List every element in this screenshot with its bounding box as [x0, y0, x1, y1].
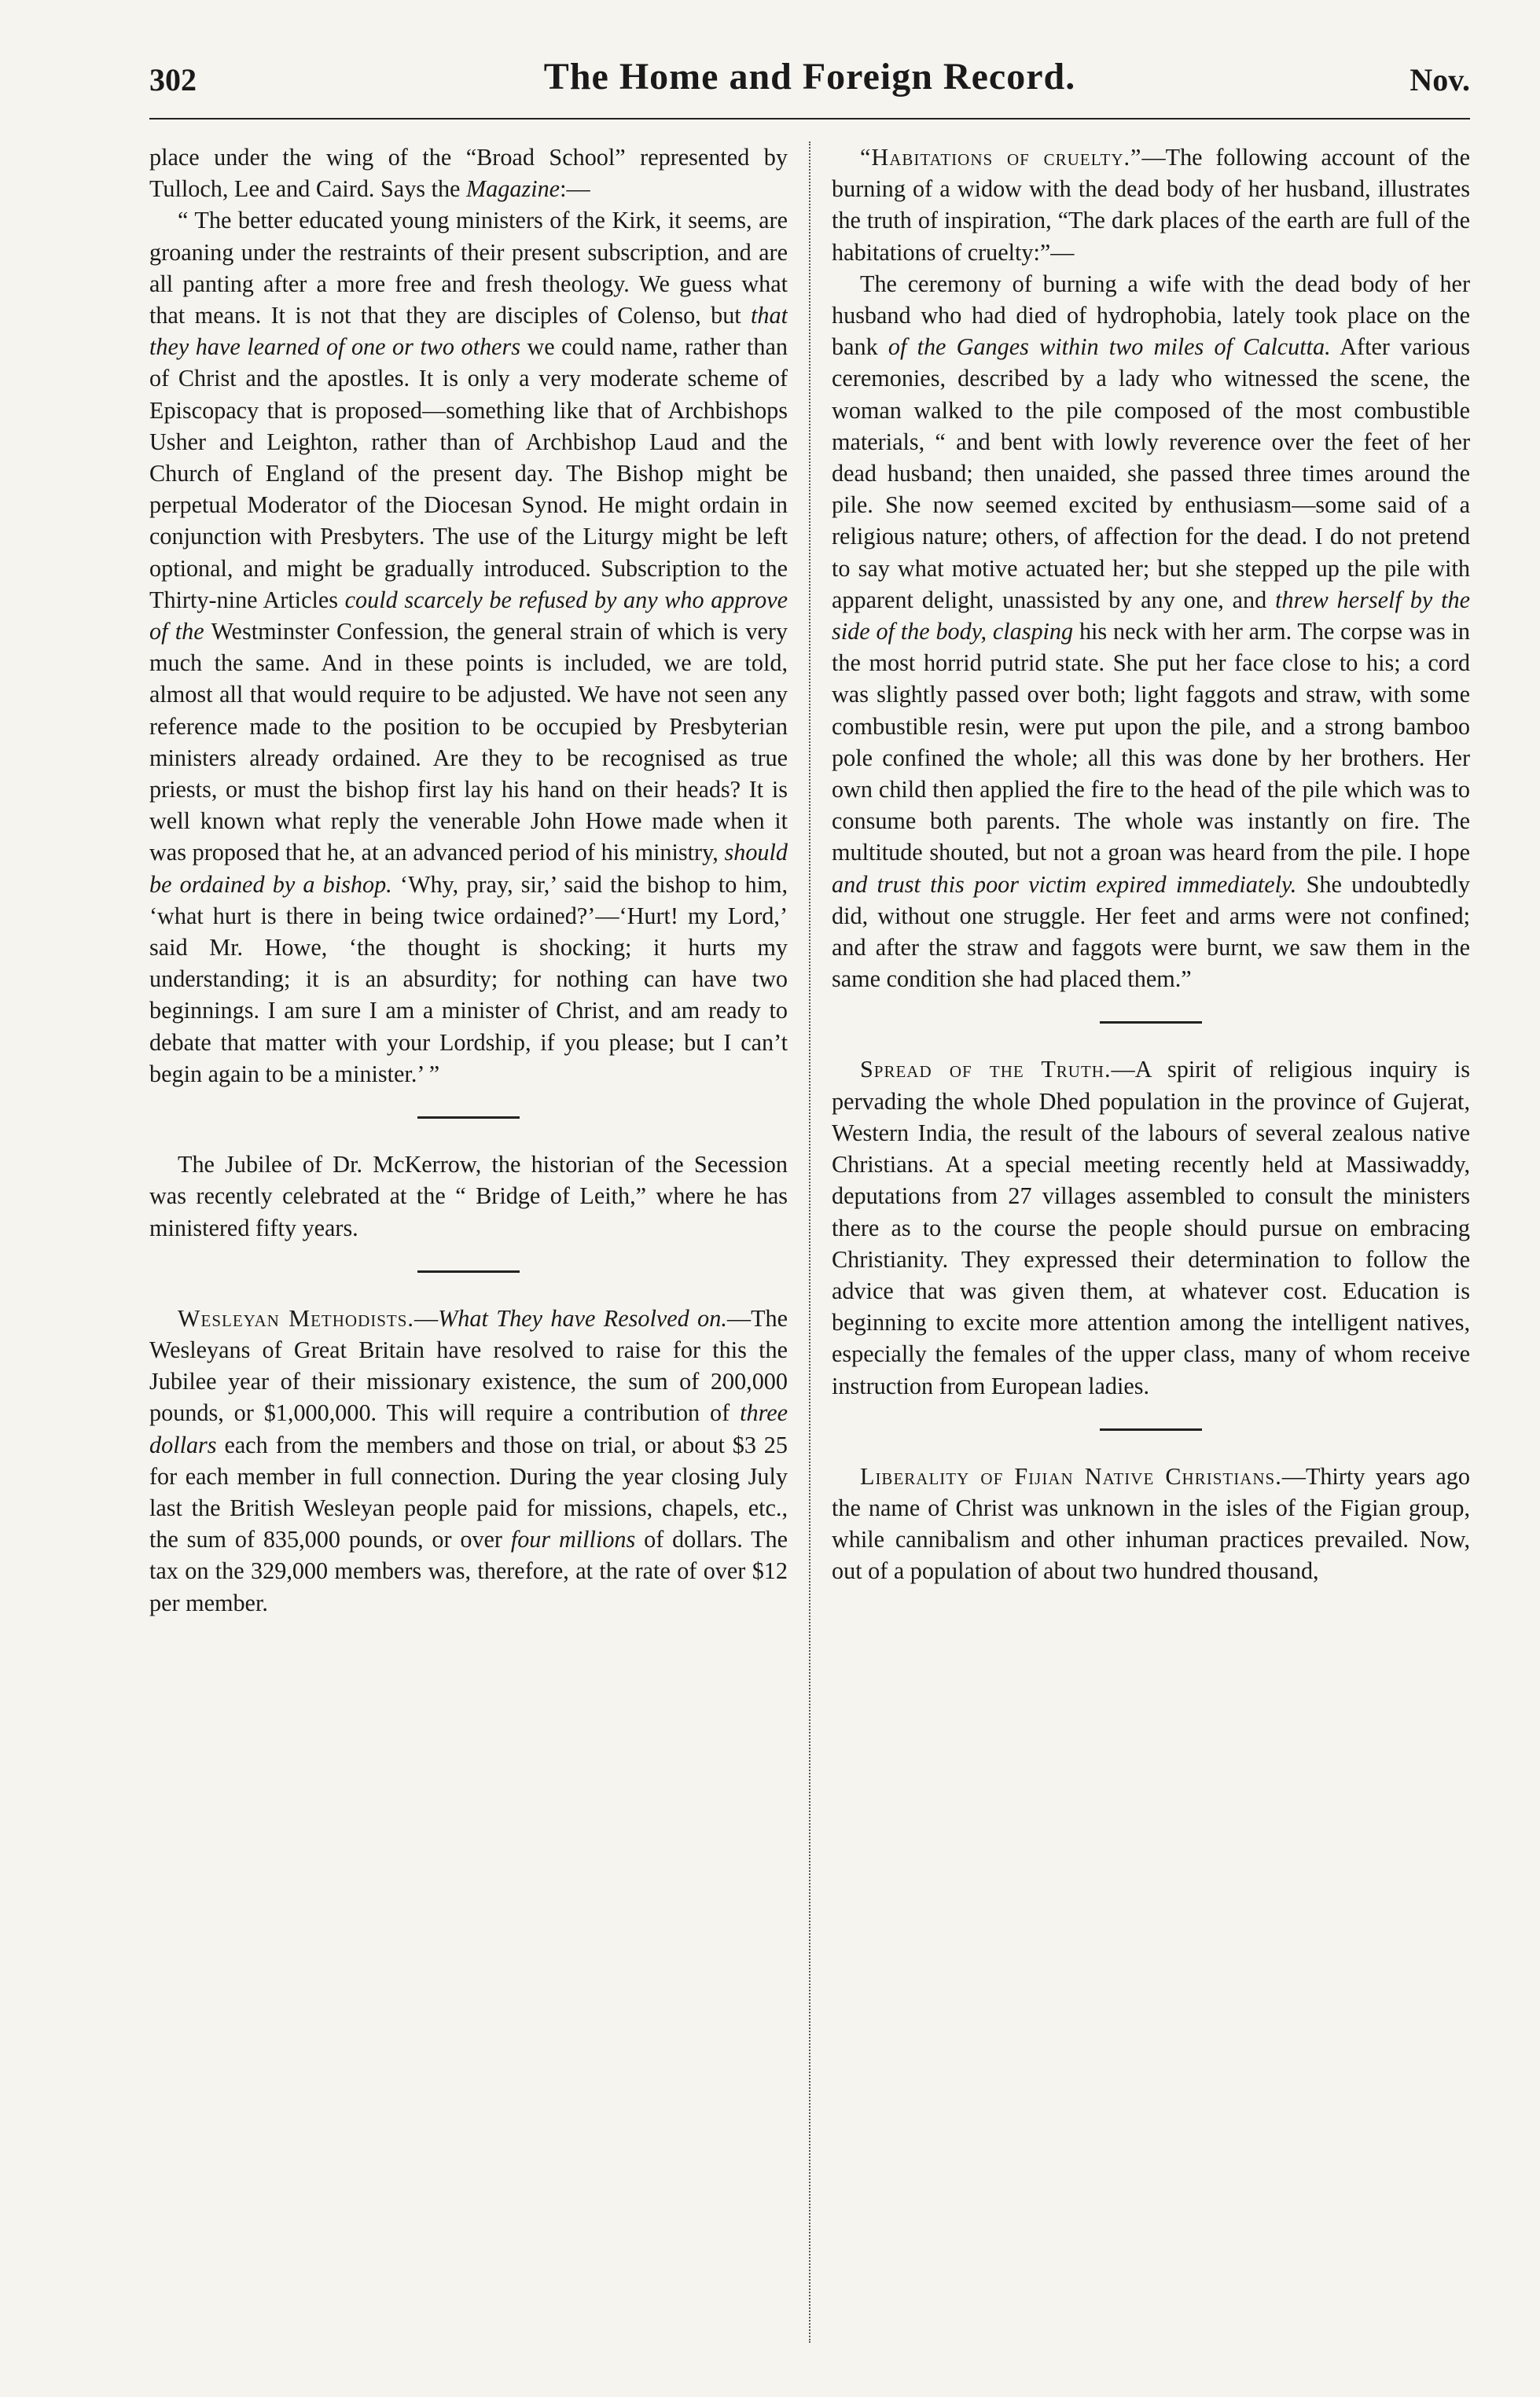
- section-heading-fijian: Liberality of Fijian Native Christians.: [860, 1462, 1282, 1490]
- article-columns: [149, 142, 1470, 2351]
- paragraph-spread-of-truth: Spread of the Truth.—A spirit of religious inquiry is pervading the whole Dhed population in the province of Gujerat, Western India, the result of the labours of several zealous native Christians. At a special meeting recently held at Massiwaddy, deputations from 27 villages assembled to consult the ministers there as to the course the people should pursue on embracing Christianity. They expressed their determination to follow the advice that was given them, at whatever cost. Education is beginning to excite more attention among the intelligent natives, especially the females of the upper class, many of whom receive instruction from European ladies.: [832, 1056, 1470, 1399]
- paragraph-fijian: Liberality of Fijian Native Christians.—Thirty years ago the name of Christ was unknown in the isles of the Figian group, while cannibalism and other inhuman practices prevailed. Now, out of a population of about two hundred thousand,: [832, 1462, 1470, 1585]
- page-number: 302: [149, 62, 197, 97]
- issue-month: Nov.: [1410, 62, 1470, 97]
- paragraph-wesleyan: Wesleyan Methodists.—What They have Resolved on.—The Wesleyans of Great Britain have resolved to raise for this the Jubilee year of their missionary existence, the sum of 200,000 pounds, or $1,000,000. This will require a contribution of three dollars each from the members and those on trial, or about $3 25 for each member in full connection. During the year closing July last the British Wesleyan people paid for missions, chapels, etc., the sum of 835,000 pounds, or over four millions of dollars. The tax on the 329,000 members was, therefore, at the rate of over $12 per member.: [149, 1304, 788, 1616]
- paragraph-jubilee: The Jubilee of Dr. McKerrow, the historian of the Secession was recently celebrated at the “ Bridge of Leith,” where he has ministered fifty years.: [149, 1151, 788, 1241]
- section-divider: [1100, 1021, 1202, 1024]
- journal-title: The Home and Foreign Record.: [543, 56, 1076, 97]
- section-divider: [1100, 1428, 1202, 1431]
- paragraph-cruelty-intro: “Habitations of cruelty.”—The following account of the burning of a widow with the dead body of her husband, illustrates the truth of inspiration, “The dark places of the earth are full of the habitations of cruelty:”—: [832, 144, 1470, 266]
- left-column: [149, 142, 788, 2351]
- section-heading-cruelty: “Habitations of cruelty.”: [860, 144, 1142, 171]
- right-column: [832, 142, 1470, 2351]
- paragraph-cruelty-account: The ceremony of burning a wife with the dead body of her husband who had died of hydrophobia, lately took place on the bank of the Ganges within two miles of Calcutta. After various ceremonies, described by a lady who witnessed the scene, the woman walked to the pile composed of the most combustible materials, “ and bent with lowly reverence over the feet of her dead husband; then unaided, she passed three times around the pile. She now seemed excited by enthusiasm—some said of a religious nature; others, of affection for the dead. I do not pretend to say what motive actuated her; but she stepped up the pile with apparent delight, unassisted by any one, and threw herself by the side of the body, clasping his neck with her arm. The corpse was in the most horrid putrid state. She put her face close to his; a cord was slightly passed over both; light faggots and straw, with some combustible resin, were put upon the pile, and a strong bamboo pole confined the whole; all this was done by her brothers. Her own child then applied the fire to the head of the pile which was to consume both parents. The whole was instantly on fire. The multitude shouted, but not a groan was heard from the pile. I hope and trust this poor victim expired immediately. She undoubtedly did, without one struggle. Her feet and arms were not confined; and after the straw and faggots were burnt, we saw them in the same condition she had placed them.”: [832, 270, 1470, 993]
- running-head: [149, 55, 1470, 119]
- section-heading-spread: Spread of the Truth.: [860, 1056, 1112, 1083]
- section-heading-wesleyan: Wesleyan Methodists.: [178, 1304, 414, 1332]
- column-divider: [809, 142, 810, 2343]
- paragraph-magazine-quote: “ The better educated young ministers of the Kirk, it seems, are groaning under the restraints of their present subscription, and are all panting after a more free and fresh theology. We guess what that means. It is not that they are disciples of Colenso, but that they have learned of one or two others we could name, rather than of Christ and the apostles. It is only a very moderate scheme of Episcopacy that is proposed—something like that of Archbishops Usher and Leighton, rather than of Archbishop Laud and the Church of England of the present day. The Bishop might be perpetual Moderator of the Diocesan Synod. He might ordain in conjunction with Presbyters. The use of the Liturgy might be left optional, and might be gradually introduced. Subscription to the Thirty-nine Articles could scarcely be refused by any who approve of the Westminster Confession, the general strain of which is very much the same. And in these points is included, we are told, almost all that would require to be adjusted. We have not seen any reference made to the position to be occupied by Presbyterian ministers already ordained. Are they to be recognised as true priests, or must the bishop first lay his hand on their heads? It is well known what reply the venerable John Howe made when it was proposed that he, at an advanced period of his ministry, should be ordained by a bishop. ‘Why, pray, sir,’ said the bishop to him, ‘what hurt is there in being twice ordained?’—‘Hurt! my Lord,’ said Mr. Howe, ‘the thought is shocking; it hurts my understanding; it is an absurdity; for nothing can have two beginnings. I am sure I am a minister of Christ, and am ready to debate that matter with your Lordship, if you please; but I can’t begin again to be a minister.’ ”: [149, 207, 788, 1087]
- section-divider: [417, 1116, 520, 1119]
- section-divider: [417, 1270, 520, 1273]
- paragraph-broad-school: place under the wing of the “Broad School” represented by Tulloch, Lee and Caird. Says the Magazine:—: [149, 144, 788, 203]
- page: [149, 55, 1470, 2358]
